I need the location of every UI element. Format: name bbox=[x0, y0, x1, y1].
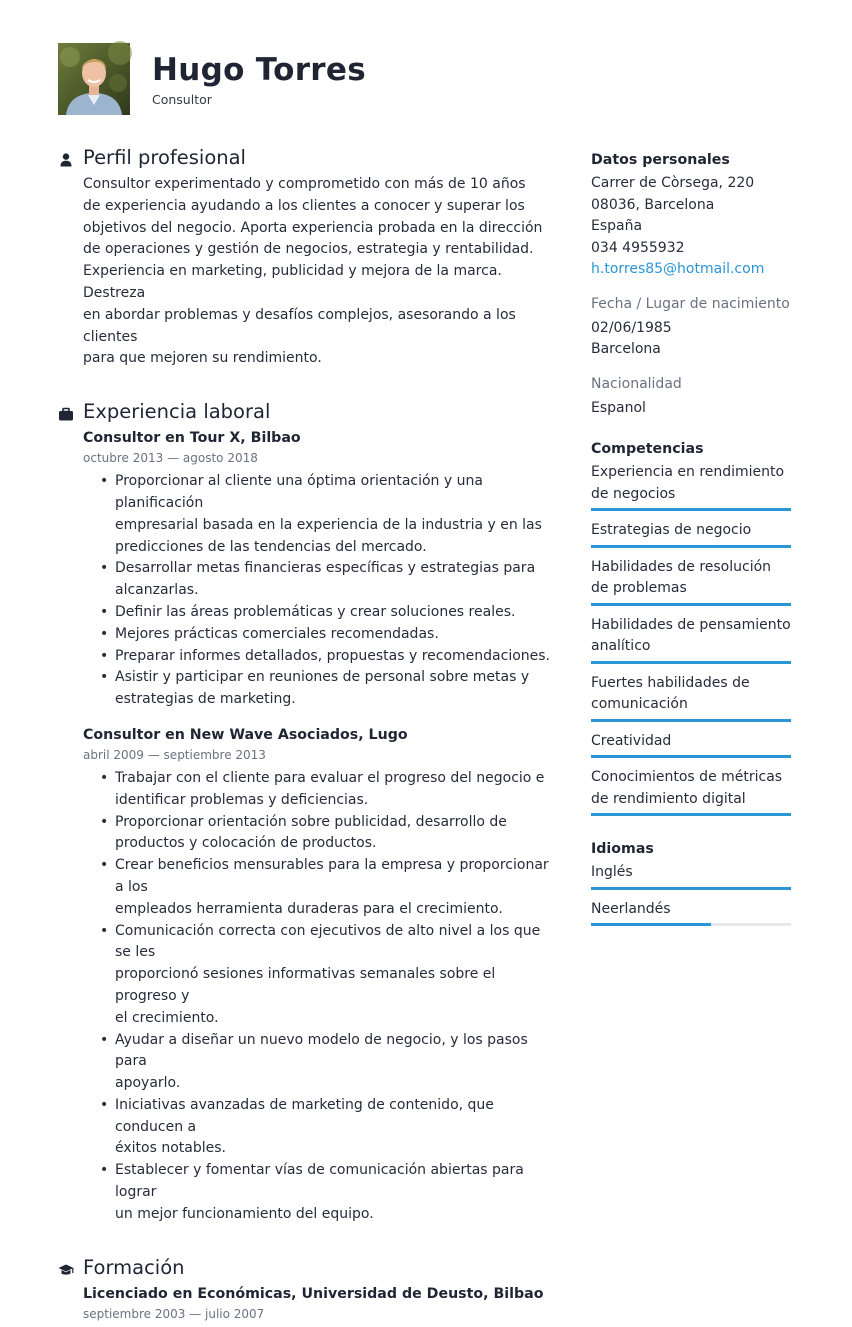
degree-dates: septiembre 2003 — julio 2007 bbox=[83, 1306, 265, 1321]
skill-item bbox=[591, 673, 791, 722]
bullet-line: • Ayudar a diseñar un nuevo modelo de negocio, y los pasos para bbox=[115, 1031, 528, 1070]
language-item bbox=[591, 862, 791, 890]
language-item-label: Neerlandés bbox=[591, 900, 671, 917]
candidate-name: Hugo Torres bbox=[152, 52, 366, 88]
skill-item-label: Habilidades de pensamiento analítico bbox=[591, 616, 791, 654]
job-bullets bbox=[83, 471, 558, 711]
skills-list bbox=[591, 462, 791, 816]
skill-item-level-bar bbox=[591, 719, 791, 722]
profile-line: en abordar problemas y desafíos complejos, asesorando a los clientes bbox=[83, 306, 516, 345]
briefcase-icon bbox=[58, 406, 74, 420]
address-line: 08036, Barcelona bbox=[591, 196, 715, 213]
skill-item bbox=[591, 731, 791, 759]
language-item bbox=[591, 899, 791, 927]
bullet-line: • Comunicación correcta con ejecutivos de alto nivel a los que se les bbox=[115, 922, 541, 961]
phone-number: 034 4955932 bbox=[591, 239, 685, 256]
job-dates: abril 2009 — septiembre 2013 bbox=[83, 747, 266, 762]
bullet-line: • Definir las áreas problemáticas y crear soluciones reales. bbox=[115, 603, 516, 620]
languages-title: Idiomas bbox=[591, 841, 654, 857]
address-line: España bbox=[591, 218, 643, 234]
skill-item-level-bar bbox=[591, 603, 791, 606]
job-bullet bbox=[115, 667, 558, 711]
job-bullet bbox=[115, 624, 558, 646]
bullet-line: proporcionó sesiones informativas semanales sobre el progreso y bbox=[115, 966, 496, 1004]
skills-title: Competencias bbox=[591, 441, 704, 457]
bullet-line: • Preparar informes detallados, propuestas y recomendaciones. bbox=[115, 647, 551, 664]
skill-item bbox=[591, 615, 791, 664]
degree-title: Licenciado en Económicas, Universidad de Deusto, Bilbao bbox=[83, 1285, 544, 1302]
job-bullet bbox=[115, 1095, 558, 1160]
skill-item-level-fill bbox=[591, 545, 791, 548]
skill-item-level-fill bbox=[591, 603, 791, 606]
email-link[interactable]: h.torres85@hotmail.com bbox=[591, 261, 765, 277]
experience-section-title: Experiencia laboral bbox=[83, 400, 271, 424]
profile-summary bbox=[58, 174, 558, 370]
person-icon bbox=[58, 152, 74, 166]
nationality-label: Nacionalidad bbox=[591, 375, 682, 392]
job-bullet bbox=[115, 768, 558, 812]
language-item-label: Inglés bbox=[591, 864, 633, 880]
language-item-level-fill bbox=[591, 887, 791, 890]
profile-line: Consultor experimentado y comprometido con más de 10 años bbox=[83, 176, 526, 192]
job-title: Consultor en Tour X, Bilbao bbox=[83, 430, 301, 447]
job-bullet bbox=[115, 921, 558, 1030]
skill-item-label: Experiencia en rendimiento de negocios bbox=[591, 464, 785, 502]
graduation-cap-icon bbox=[58, 1262, 74, 1276]
bullet-line: • Crear beneficios mensurables para la empresa y proporcionar a los bbox=[115, 857, 549, 895]
profile-line: de experiencia ayudando a los clientes a conocer y superar los bbox=[83, 197, 525, 214]
job-bullets bbox=[83, 768, 558, 1226]
candidate-job-title: Consultor bbox=[152, 92, 212, 107]
bullet-line: éxitos notables. bbox=[115, 1140, 226, 1157]
job-bullet bbox=[115, 1030, 558, 1095]
birth-date: 02/06/1985 bbox=[591, 319, 672, 336]
birth-label: Fecha / Lugar de nacimiento bbox=[591, 295, 790, 312]
skill-item-label: Creatividad bbox=[591, 732, 672, 749]
skill-item-level-bar bbox=[591, 508, 791, 511]
bullet-line: estrategias de marketing. bbox=[115, 691, 296, 708]
job-bullet bbox=[115, 1160, 558, 1225]
bullet-line: • Iniciativas avanzadas de marketing de contenido, que conducen a bbox=[115, 1096, 494, 1135]
skill-item-label: Fuertes habilidades de comunicación bbox=[591, 674, 750, 712]
education-entry bbox=[58, 1284, 558, 1323]
bullet-line: • Trabajar con el cliente para evaluar el progreso del negocio e bbox=[115, 769, 545, 786]
skill-item-label: Habilidades de resolución de problemas bbox=[591, 558, 772, 596]
skill-item-level-fill bbox=[591, 719, 791, 722]
bullet-line: • Proporcionar orientación sobre publicidad, desarrollo de bbox=[115, 813, 507, 830]
skill-item-level-fill bbox=[591, 813, 791, 816]
skill-item-level-bar bbox=[591, 755, 791, 758]
education-section-header bbox=[58, 1256, 558, 1282]
skill-item bbox=[591, 462, 791, 511]
skill-item-label: Conocimientos de métricas de rendimiento digital bbox=[591, 769, 783, 807]
languages-list bbox=[591, 862, 791, 926]
job-bullet bbox=[115, 471, 558, 558]
job-bullet bbox=[115, 558, 558, 602]
skill-item bbox=[591, 767, 791, 816]
bullet-line: el crecimiento. bbox=[115, 1009, 219, 1026]
bullet-line: • Proporcionar al cliente una óptima orientación y una planificación bbox=[115, 473, 483, 511]
skill-item-level-bar bbox=[591, 545, 791, 548]
skill-item bbox=[591, 520, 791, 548]
language-item-level-fill bbox=[591, 923, 711, 926]
skill-item-level-fill bbox=[591, 508, 791, 511]
sidebar bbox=[591, 150, 791, 935]
bullet-line: • Mejores prácticas comerciales recomendadas. bbox=[115, 625, 439, 642]
bullet-line: apoyarlo. bbox=[115, 1075, 181, 1092]
job-bullet bbox=[115, 646, 558, 668]
bullet-line: predicciones de las tendencias del mercado. bbox=[115, 538, 427, 555]
bullet-line: • Desarrollar metas financieras específicas y estrategias para bbox=[115, 560, 536, 577]
job-dates: octubre 2013 — agosto 2018 bbox=[83, 451, 258, 466]
skill-item-level-fill bbox=[591, 661, 791, 664]
profile-line: objetivos del negocio. Aporta experiencia probada en la dirección bbox=[83, 219, 543, 236]
bullet-line: • Establecer y fomentar vías de comunicación abiertas para lograr bbox=[115, 1162, 524, 1201]
bullet-line: • Asistir y participar en reuniones de personal sobre metas y bbox=[115, 669, 530, 686]
personal-data-title: Datos personales bbox=[591, 152, 730, 168]
language-item-level-bar bbox=[591, 923, 791, 926]
profile-line: Experiencia en marketing, publicidad y mejora de la marca. Destreza bbox=[83, 263, 502, 301]
main-column bbox=[58, 146, 558, 1327]
education-section-title: Formación bbox=[83, 1255, 185, 1279]
job-title: Consultor en New Wave Asociados, Lugo bbox=[83, 726, 408, 743]
profile-line: de operaciones y gestión de negocios, estrategia y rentabilidad. bbox=[83, 241, 534, 258]
skill-item-label: Estrategias de negocio bbox=[591, 522, 752, 538]
experience-section-header bbox=[58, 400, 558, 426]
job-entry bbox=[83, 725, 558, 1226]
address-line: Carrer de Còrsega, 220 bbox=[591, 175, 755, 191]
bullet-line: empresarial basada en la experiencia de la industria y en las bbox=[115, 516, 542, 533]
job-bullet bbox=[115, 855, 558, 920]
bullet-line: un mejor funcionamiento del equipo. bbox=[115, 1205, 374, 1222]
avatar bbox=[58, 43, 130, 115]
language-item-level-bar bbox=[591, 887, 791, 890]
skill-item-level-fill bbox=[591, 755, 791, 758]
profile-section-header bbox=[58, 146, 558, 172]
bullet-line: productos y colocación de productos. bbox=[115, 835, 377, 852]
skill-item bbox=[591, 557, 791, 606]
skill-item-level-bar bbox=[591, 813, 791, 816]
birth-place: Barcelona bbox=[591, 341, 661, 357]
job-bullet bbox=[115, 812, 558, 856]
job-entry bbox=[83, 428, 558, 711]
nationality-value: Espanol bbox=[591, 399, 646, 416]
profile-line: para que mejoren su rendimiento. bbox=[83, 350, 322, 367]
skill-item-level-bar bbox=[591, 661, 791, 664]
job-bullet bbox=[115, 602, 558, 624]
bullet-line: alcanzarlas. bbox=[115, 582, 199, 599]
bullet-line: empleados herramienta duraderas para el crecimiento. bbox=[115, 900, 503, 917]
bullet-line: identificar problemas y deficiencias. bbox=[115, 791, 369, 808]
profile-section-title: Perfil profesional bbox=[83, 146, 246, 169]
